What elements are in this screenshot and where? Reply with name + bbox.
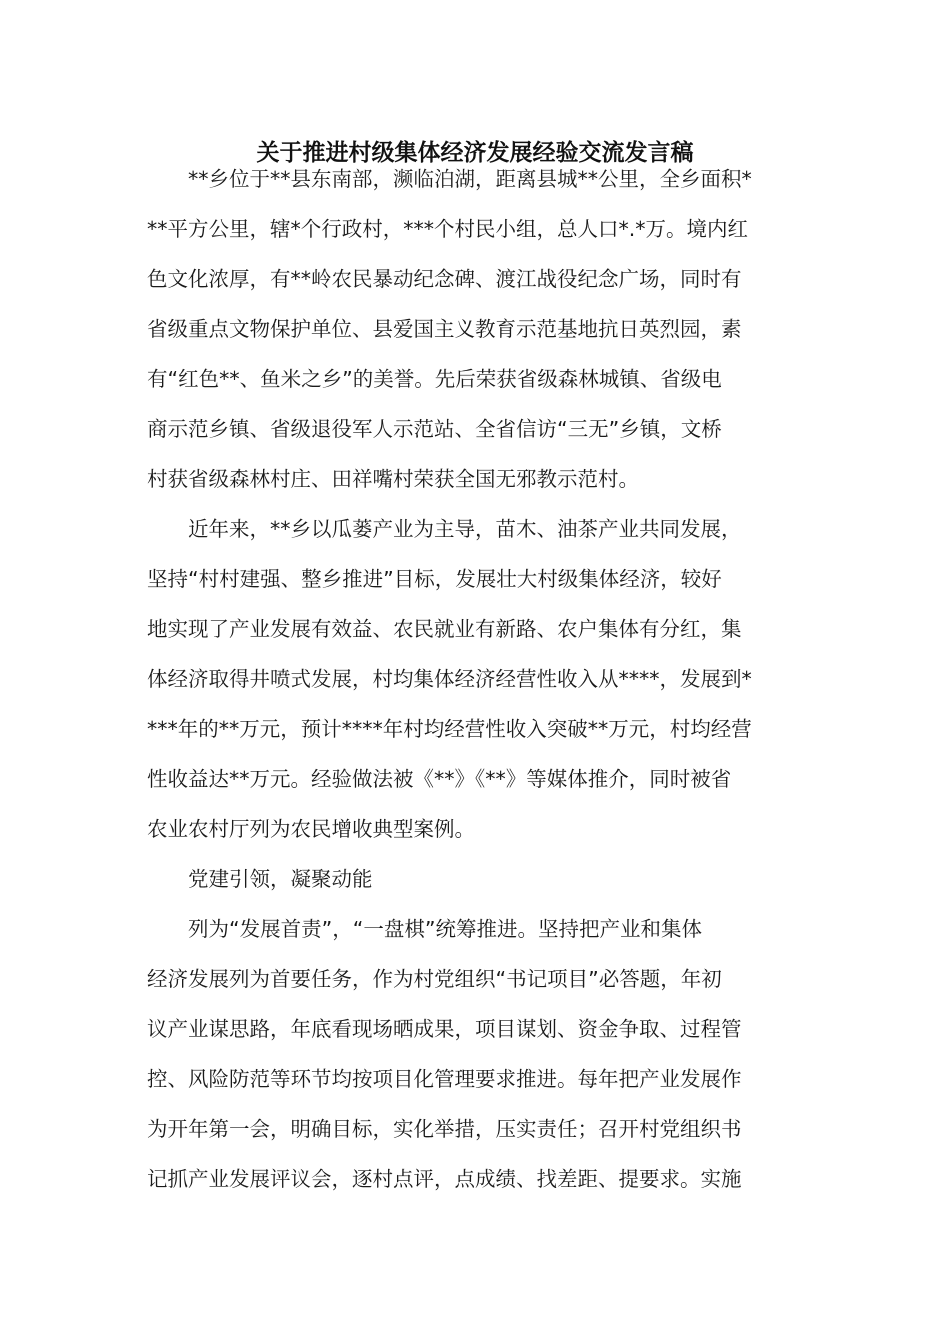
- text-line: 色文化浓厚，有**岭农民暴动纪念碑、渡江战役纪念广场，同时有: [147, 267, 742, 291]
- document-title: 关于推进村级集体经济发展经验交流发言稿: [256, 139, 694, 166]
- text-line: 地实现了产业发展有效益、农民就业有新路、农户集体有分红，集: [147, 617, 742, 641]
- text-line: 性收益达**万元。经验做法被《**》《**》等媒体推介，同时被省: [147, 767, 732, 791]
- text-line: 控、风险防范等环节均按项目化管理要求推进。每年把产业发展作: [147, 1067, 742, 1091]
- text-line: 村获省级森林村庄、田祥嘴村荣获全国无邪教示范村。: [147, 467, 639, 491]
- text-line: ***年的**万元，预计****年村均经营性收入突破**万元，村均经营: [147, 717, 752, 741]
- text-line: 有“红色**、鱼米之乡”的美誉。先后荣获省级森林城镇、省级电: [147, 367, 722, 391]
- text-line: 列为“发展首责”，“一盘棋”统筹推进。坚持把产业和集体: [188, 917, 702, 941]
- text-line: 坚持“村村建强、整乡推进”目标，发展壮大村级集体经济，较好: [147, 567, 722, 591]
- text-line: **乡位于**县东南部，濒临泊湖，距离县城**公里，全乡面积*: [188, 167, 752, 191]
- text-line: 近年来，**乡以瓜蒌产业为主导，苗木、油茶产业共同发展，: [188, 517, 742, 541]
- text-line: 商示范乡镇、省级退役军人示范站、全省信访“三无”乡镇，文桥: [147, 417, 722, 441]
- document-body: [147, 154, 807, 1204]
- text-line: 记抓产业发展评议会，逐村点评，点成绩、找差距、提要求。实施: [147, 1167, 742, 1191]
- text-line: 经济发展列为首要任务，作为村党组织“书记项目”必答题，年初: [147, 967, 722, 991]
- text-line: 为开年第一会，明确目标，实化举措，压实责任；召开村党组织书: [147, 1117, 742, 1141]
- text-line: 农业农村厅列为农民增收典型案例。: [147, 817, 475, 841]
- text-line: **平方公里，辖*个行政村，***个村民小组，总人口*.*万。境内红: [147, 217, 749, 241]
- section-heading: 党建引领，凝聚动能: [188, 867, 373, 891]
- text-line: 省级重点文物保护单位、县爱国主义教育示范基地抗日英烈园，素: [147, 317, 742, 341]
- text-line: 议产业谋思路，年底看现场晒成果，项目谋划、资金争取、过程管: [147, 1017, 742, 1041]
- text-line: 体经济取得井喷式发展，村均集体经济经营性收入从****，发展到*: [147, 667, 752, 691]
